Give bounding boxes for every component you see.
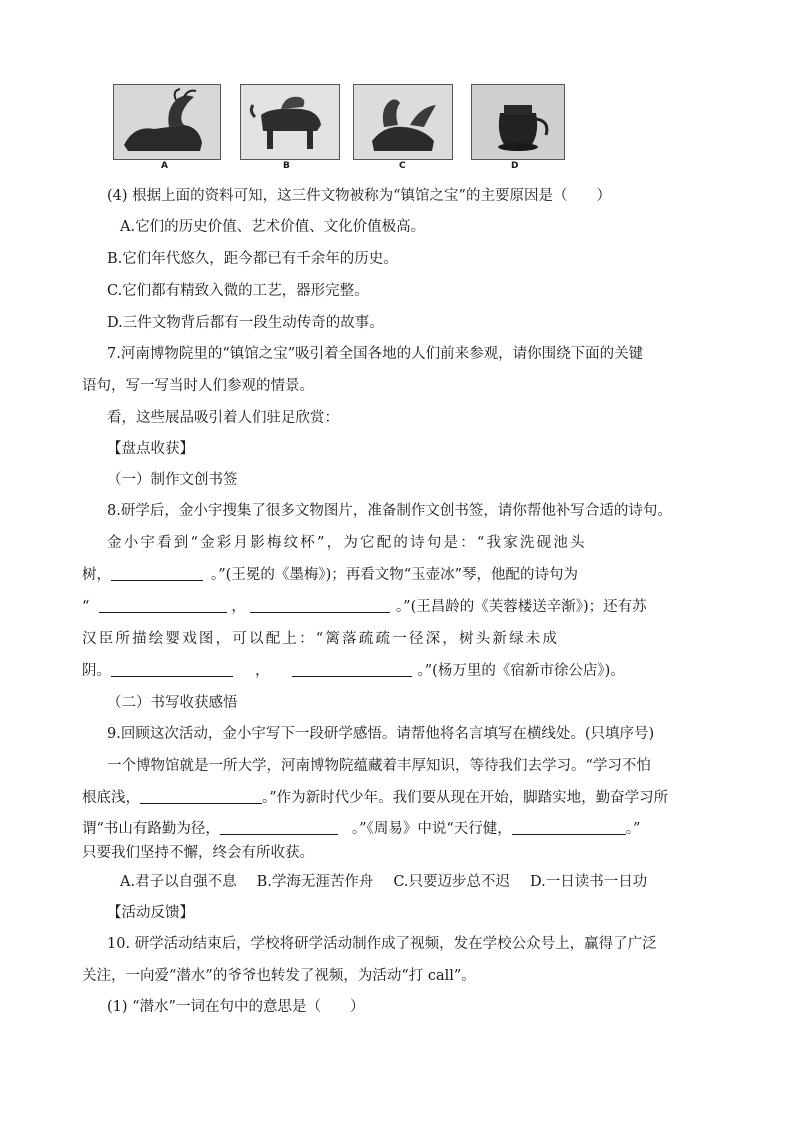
answer-blank[interactable] (250, 598, 390, 613)
q8-line5: 汉臣所描绘婴戏图，可以配上：“篱落疏疏一径深，树头新绿未成 (82, 631, 560, 647)
bronze-beast-vessel-photo-icon (241, 85, 339, 159)
answer-blank[interactable] (292, 662, 412, 677)
artifact-photos (113, 84, 573, 176)
q9-line4 (82, 819, 702, 839)
bronze-pot-photo-icon (472, 85, 564, 159)
q8-line4-end: 。”(王昌龄的《芙蓉楼送辛渐》)；还有苏 (395, 599, 647, 615)
q9-line4-end: 。” (625, 821, 641, 837)
q8-line2: 金小宇看到“金彩月影梅纹杯”，为它配的诗句是：“我家洗砚池头 (107, 535, 587, 551)
section-harvest: 【盘点收获】 (107, 441, 194, 457)
section-feedback: 【活动反馈】 (107, 905, 194, 921)
photo-b-label: B (283, 161, 290, 171)
q8-line1: 8.研学后，金小宇搜集了很多文物图片，准备制作文创书签，请你帮他补写合适的诗句。 (107, 503, 672, 519)
q8-line6-end: 。”(杨万里的《宿新市徐公店》)。 (417, 663, 625, 679)
subsection-bookmark: （一）制作文创书签 (107, 472, 238, 488)
photo-a-label: A (161, 161, 168, 171)
q9-option-a[interactable]: A.君子以自强不息 (120, 874, 237, 890)
answer-blank[interactable] (111, 662, 233, 677)
q7-line3: 看，这些展品吸引着人们驻足欣赏： (107, 410, 339, 426)
q9-line5: 只要我们坚持不懈，终会有所收获。 (82, 845, 314, 861)
q9-line4-start: 谓“书山有路勤为径， (82, 821, 220, 837)
photo-d-label: D (511, 161, 519, 171)
q9-option-b[interactable]: B.学海无涯苦作舟 (256, 874, 374, 890)
q8-line6-start: 阴。 (82, 663, 111, 679)
photo-a (113, 84, 221, 160)
q4-option-a[interactable]: A.它们的历史价值、艺术价值、文化价值极高。 (120, 219, 426, 235)
q9-line3-start: 根底浅， (82, 790, 140, 806)
q10-line1: 10. 研学活动结束后，学校将研学活动制作成了视频，发在学校公众号上，赢得了广泛 (107, 936, 657, 952)
photo-d (471, 84, 565, 160)
q9-line3-end: 。”作为新时代少年。我们要从现在开始，脚踏实地，勤奋学习所 (262, 790, 669, 806)
q9-option-d[interactable]: D.一日读书一日功 (530, 874, 648, 890)
q8-line4-open: “ (82, 599, 90, 615)
q9-line4-mid: 。”《周易》中说“天行健， (351, 821, 512, 837)
answer-blank[interactable] (111, 566, 203, 581)
q8-line4-comma: ， (231, 599, 246, 615)
q4-stem: (4) 根据上面的资料可知，这三件文物被称为“镇馆之宝”的主要原因是（ ） (107, 188, 611, 204)
q9-line3 (82, 788, 702, 808)
q8-line3 (82, 565, 702, 585)
q8-line6-comma: ， (255, 663, 270, 679)
q9-line1: 9.回顾这次活动，金小宇写下一段研学感悟。请帮他将名言填写在横线处。(只填序号) (107, 726, 655, 742)
q10-line2: 关注，一向爱“潜水”的爷爷也转发了视频，为活动“打 call”。 (82, 968, 476, 984)
q8-line6 (82, 661, 702, 681)
photo-c-label: C (399, 161, 406, 171)
bronze-deer-photo-icon (114, 85, 220, 159)
answer-blank[interactable] (99, 598, 227, 613)
q10-subquestion-1: (1) “潜水”一词在句中的意思是（ ） (107, 999, 365, 1015)
subsection-reflection: （二）书写收获感悟 (107, 695, 238, 711)
q9-option-c[interactable]: C.只要迈步总不迟 (393, 874, 511, 890)
q9-options (120, 872, 740, 892)
bronze-bird-figure-photo-icon (354, 85, 452, 159)
answer-blank[interactable] (512, 820, 626, 835)
q4-option-d[interactable]: D.三件文物背后都有一段生动传奇的故事。 (107, 315, 384, 331)
q7-line2: 语句，写一写当时人们参观的情景。 (82, 378, 314, 394)
photo-b (240, 84, 340, 160)
q4-option-c[interactable]: C.它们都有精致入微的工艺，器形完整。 (107, 283, 369, 299)
q7-line1: 7.河南博物院里的“镇馆之宝”吸引着全国各地的人们前来参观，请你围绕下面的关键 (107, 346, 644, 362)
q8-line3-end: 。”(王冕的《墨梅》)；再看文物“玉壶冰”琴，他配的诗句为 (211, 567, 579, 583)
answer-blank[interactable] (140, 789, 262, 804)
q9-line2: 一个博物馆就是一所大学，河南博物院蕴藏着丰厚知识，等待我们去学习。“学习不怕 (107, 758, 651, 774)
q8-line3-start: 树， (82, 567, 111, 583)
q8-line4 (82, 597, 702, 617)
q4-option-b[interactable]: B.它们年代悠久，距今都已有千余年的历史。 (107, 251, 398, 267)
answer-blank[interactable] (220, 820, 338, 835)
photo-c (353, 84, 453, 160)
